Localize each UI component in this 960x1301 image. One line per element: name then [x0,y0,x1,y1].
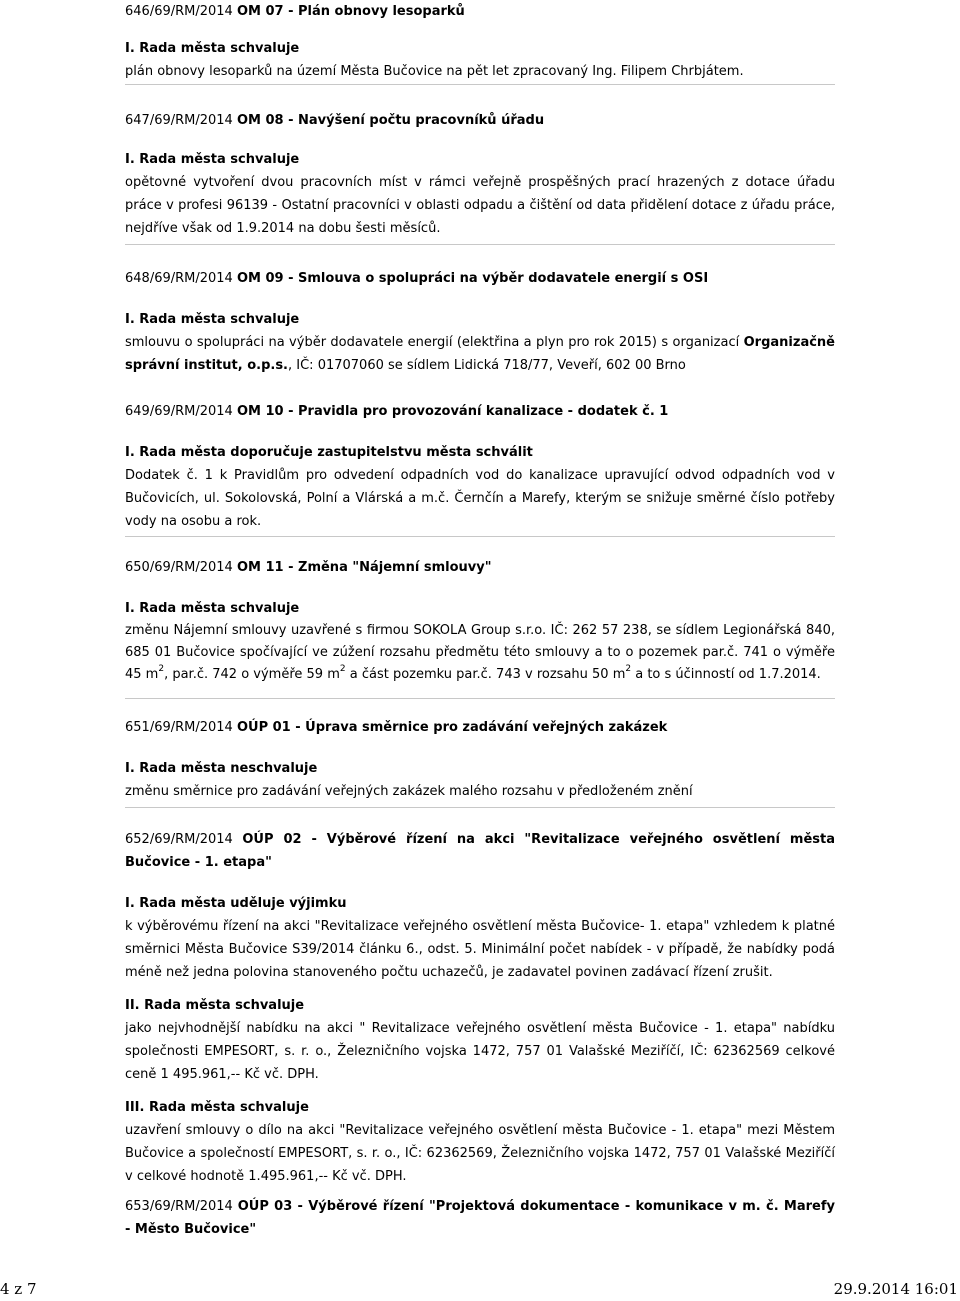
resolution-number: 646/69/RM/2014 [125,4,233,19]
action-text: k výběrovému řízení na akci "Revitalizace veřejného osvětlení města Bučovice- 1. etapa" vzhledem k platné směrnici Města Bučovice S39/2014 článku 6., odst. 5. Minimální počet nabídek - v případě, že nabídky podá méně než jedna polovina stanoveného počtu uchazečů, je zadavatel povinen zadávací řízení zrušit. [125,919,835,980]
resolution-title: OM 09 - Smlouva o spolupráci na výběr dodavatele energií s OSI [236,271,709,286]
action-text-part: , IČ: 01707060 se sídlem Lidická 718/77, Veveří, 602 00 Brno [288,358,686,373]
resolution-title: OÚP 03 - Výběrové řízení "Projektová dokumentace - komunikace v m. č. Marefy - Město Bučovice" [125,1199,835,1237]
action-label: I. Rada města doporučuje zastupitelstvu města schválit [125,445,533,460]
resolution-number: 647/69/RM/2014 [125,113,233,128]
action-label: I. Rada města uděluje výjimku [125,896,347,911]
resolution-heading [125,267,835,290]
resolution-title: OM 08 - Navýšení počtu pracovníků úřadu [236,113,545,128]
action-text-part: a to s účinností od 1.7.2014. [631,667,821,682]
separator [125,698,835,699]
resolution-648 [125,267,835,377]
action-text [125,331,835,377]
action-label: II. Rada města schvaluje [125,998,305,1013]
action-text: uzavření smlouvy o dílo na akci "Revitalizace veřejného osvětlení města Bučovice - 1. etapa" mezi Městem Bučovice a společností EMPESORT, s. r. o., IČ: 62362569, Železničního vojska 1472, 757 01 Valašské Meziříčí v celkové hodnotě 1.495.961,-- Kč vč. DPH. [125,1123,835,1184]
resolution-heading [125,556,835,579]
resolution-650 [125,556,835,686]
action-text: jako nejvhodnější nabídku na akci " Revitalizace veřejného osvětlení města Bučovice - 1. etapa" nabídku společnosti EMPESORT, s. r. o., Železničního vojska 1472, 757 01 Valašské Meziříčí, IČ: 62362569 celkové ceně 1 495.961,-- Kč vč. DPH. [125,1021,835,1082]
separator [125,84,835,85]
action-text-part: smlouvu o spolupráci na výběr dodavatele energií (elektřina a plyn pro rok 2015) s organizací [125,335,744,350]
resolution-646 [125,0,835,83]
action-text: plán obnovy lesoparků na území Města Bučovice na pět let zpracovaný Ing. Filipem Chrbjátem. [125,64,744,79]
resolution-number: 651/69/RM/2014 [125,720,233,735]
resolution-heading [125,0,835,23]
resolution-number: 650/69/RM/2014 [125,560,233,575]
resolution-title: OM 07 - Plán obnovy lesoparků [236,4,465,19]
resolution-647 [125,109,835,240]
superscript: 2 [625,664,632,674]
organization-name: Organizačně správní institut, o.p.s. [125,335,835,373]
resolution-heading [125,828,835,874]
resolution-number: 649/69/RM/2014 [125,404,233,419]
action-text: změnu směrnice pro zadávání veřejných zakázek malého rozsahu v předloženém znění [125,784,693,799]
resolution-653 [125,1195,835,1241]
action-label: I. Rada města schvaluje [125,601,300,616]
resolution-number: 648/69/RM/2014 [125,271,233,286]
resolution-heading [125,716,835,739]
action-text: opětovné vytvoření dvou pracovních míst v rámci veřejně prospěšných prací hrazených z dotace úřadu práce v profesi 96139 - Ostatní pracovníci v oblasti odpadu a čištění od data přidělení dotace z úřadu práce, nejdříve však od 1.9.2014 na dobu šesti měsíců. [125,175,835,236]
separator [125,244,835,245]
action-text [125,620,835,686]
resolution-number: 653/69/RM/2014 [125,1199,233,1214]
action-text: Dodatek č. 1 k Pravidlům pro odvedení odpadních vod do kanalizace upravující odvod odpadních vod v Bučovicích, ul. Sokolovská, Polní a Vlárská a m.č. Černčín a Marefy, kterým se snižuje směrné číslo potřeby vody na osobu a rok. [125,468,835,529]
action-text-part: změnu Nájemní smlouvy uzavřené s firmou SOKOLA Group s.r.o. IČ: 262 57 238, se sídlem Legionářská 840, 685 01 Bučovice spočívající ve zúžení rozsahu předmětu této smlouvy a to o pozemek par.č. 741 o výměře 45 m [125,623,835,682]
action-label: I. Rada města neschvaluje [125,761,318,776]
resolution-651 [125,716,835,803]
action-label: I. Rada města schvaluje [125,152,300,167]
resolution-number: 652/69/RM/2014 [125,832,233,847]
separator [125,536,835,537]
resolution-heading [125,400,835,423]
resolution-649 [125,400,835,533]
resolution-heading [125,109,835,132]
resolution-title: OM 11 - Změna "Nájemní smlouvy" [236,560,492,575]
action-text-part: a část pozemku par.č. 743 v rozsahu 50 m [345,667,626,682]
page-number: 4 z 7 [0,1280,37,1298]
resolution-652 [125,828,835,1188]
resolution-title: OÚP 01 - Úprava směrnice pro zadávání veřejných zakázek [236,720,668,735]
superscript: 2 [339,664,346,674]
resolution-heading [125,1195,835,1241]
resolution-title: OM 10 - Pravidla pro provozování kanalizace - dodatek č. 1 [236,404,669,419]
resolution-title: OÚP 02 - Výběrové řízení na akci "Revitalizace veřejného osvětlení města Bučovice - 1. etapa" [125,832,835,870]
separator [125,807,835,808]
action-label: I. Rada města schvaluje [125,312,300,327]
superscript: 2 [158,664,165,674]
action-label: I. Rada města schvaluje [125,41,300,56]
action-label: III. Rada města schvaluje [125,1100,309,1115]
action-text-part: , par.č. 742 o výměře 59 m [164,667,340,682]
print-datetime: 29.9.2014 16:01 [833,1280,958,1298]
